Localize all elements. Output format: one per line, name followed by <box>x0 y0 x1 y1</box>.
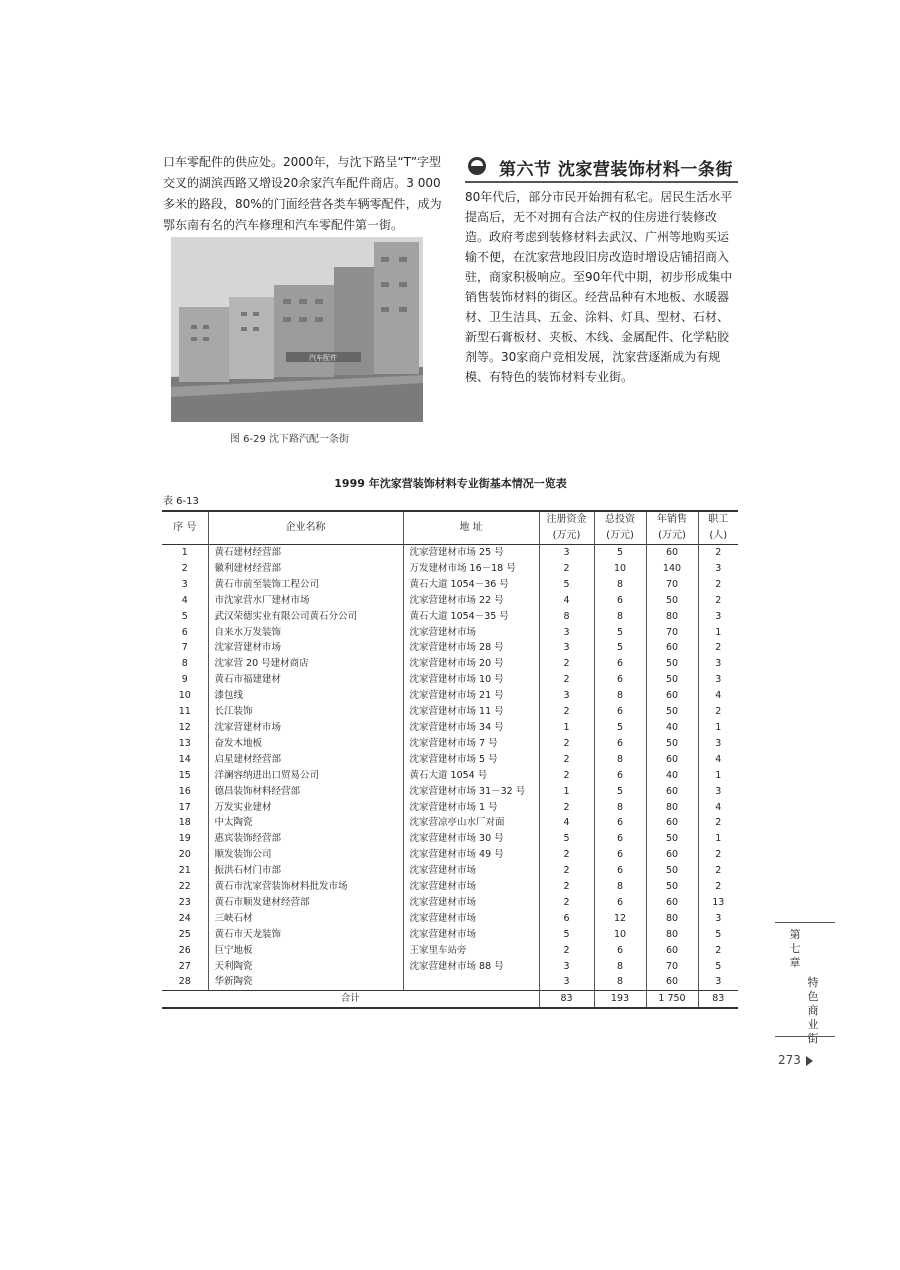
photo-sign: 汽车配件 <box>309 354 337 362</box>
cell-staff: 1 <box>698 768 738 784</box>
cell-seq: 5 <box>162 609 208 625</box>
cell-seq: 11 <box>162 704 208 720</box>
cell-sales: 80 <box>646 927 698 943</box>
cell-seq: 14 <box>162 752 208 768</box>
cell-seq: 24 <box>162 911 208 927</box>
cell-company-name: 惠宾装饰经营部 <box>208 831 403 847</box>
cell-address <box>403 974 539 990</box>
cell-sales: 50 <box>646 672 698 688</box>
cell-company-name: 黄石市天龙装饰 <box>208 927 403 943</box>
cell-staff: 3 <box>698 656 738 672</box>
cell-seq: 8 <box>162 656 208 672</box>
cell-seq: 25 <box>162 927 208 943</box>
cell-capital: 5 <box>539 831 594 847</box>
table-row <box>162 656 738 672</box>
cell-staff: 2 <box>698 815 738 831</box>
cell-seq: 1 <box>162 545 208 561</box>
cell-staff: 3 <box>698 561 738 577</box>
cell-address: 黄石大道 1054－36 号 <box>403 577 539 593</box>
cell-staff: 13 <box>698 895 738 911</box>
cell-sales: 50 <box>646 656 698 672</box>
cell-capital: 5 <box>539 577 594 593</box>
table-row <box>162 831 738 847</box>
cell-investment: 8 <box>594 688 646 704</box>
cell-sales: 60 <box>646 784 698 800</box>
cell-investment: 5 <box>594 625 646 641</box>
cell-seq: 15 <box>162 768 208 784</box>
cell-company-name: 三峡石材 <box>208 911 403 927</box>
table-row <box>162 736 738 752</box>
cell-address: 沈家营建材市场 11 号 <box>403 704 539 720</box>
cell-staff: 3 <box>698 911 738 927</box>
cell-capital: 4 <box>539 593 594 609</box>
cell-investment: 8 <box>594 959 646 975</box>
table-row <box>162 800 738 816</box>
cell-address: 黄石大道 1054 号 <box>403 768 539 784</box>
cell-investment: 6 <box>594 736 646 752</box>
cell-investment: 8 <box>594 879 646 895</box>
cell-capital: 1 <box>539 784 594 800</box>
table-row <box>162 625 738 641</box>
cell-capital: 3 <box>539 625 594 641</box>
cell-staff: 3 <box>698 736 738 752</box>
cell-sales: 60 <box>646 815 698 831</box>
cell-staff: 2 <box>698 943 738 959</box>
section-paragraph-text: 80年代后，部分市民开始拥有私宅。居民生活水平提高后，无不对拥有合法产权的住房进行装修改造。政府考虑到装修材料去武汉、广州等地购买运输不便，在沈家营地段旧房改造时增设店铺招商入驻，商家积极响应。至90年代中期，初步形成集中销售装饰材料的街区。经营品种有木地板、水暖器材、卫生洁具、五金、涂料、灯具、型材、石材、新型石膏板材、夹板、木线、金属配件、化学粘胶剂等。30家商户竞相发展，沈家营逐渐成为有规模、有特色的装饰材料专业街。 <box>465 190 733 384</box>
cell-sales: 140 <box>646 561 698 577</box>
cell-capital: 6 <box>539 911 594 927</box>
photo-caption: 图 6-29 沈下路汽配一条街 <box>230 434 350 445</box>
cell-address: 沈家营建材市场 25 号 <box>403 545 539 561</box>
cell-sales: 50 <box>646 831 698 847</box>
cell-capital: 3 <box>539 959 594 975</box>
header-name: 企业名称 <box>208 511 403 545</box>
cell-company-name: 顺发装饰公司 <box>208 847 403 863</box>
cell-investment: 5 <box>594 640 646 656</box>
table-row <box>162 895 738 911</box>
cell-seq: 22 <box>162 879 208 895</box>
cell-staff: 2 <box>698 704 738 720</box>
cell-address: 沈家营建材市场 <box>403 927 539 943</box>
table-row <box>162 943 738 959</box>
header-sales: 年销售 <box>646 511 698 528</box>
cell-staff: 3 <box>698 974 738 990</box>
cell-company-name: 洋澜容纳进出口贸易公司 <box>208 768 403 784</box>
cell-capital: 8 <box>539 609 594 625</box>
cell-company-name: 自来水万发装饰 <box>208 625 403 641</box>
header-staff-unit: (人) <box>698 528 738 545</box>
cell-company-name: 天利陶瓷 <box>208 959 403 975</box>
cell-company-name: 沈家营 20 号建材商店 <box>208 656 403 672</box>
cell-capital: 2 <box>539 561 594 577</box>
cell-address: 沈家营凉亭山水厂对面 <box>403 815 539 831</box>
cell-sales: 50 <box>646 879 698 895</box>
header-address: 地 址 <box>403 511 539 545</box>
cell-address: 沈家营建材市场 5 号 <box>403 752 539 768</box>
cell-address: 沈家营建材市场 1 号 <box>403 800 539 816</box>
cell-staff: 3 <box>698 609 738 625</box>
cell-investment: 5 <box>594 545 646 561</box>
cell-staff: 2 <box>698 640 738 656</box>
cell-staff: 3 <box>698 784 738 800</box>
cell-capital: 2 <box>539 863 594 879</box>
cell-address: 沈家营建材市场 21 号 <box>403 688 539 704</box>
cell-capital: 5 <box>539 927 594 943</box>
cell-capital: 2 <box>539 752 594 768</box>
total-row <box>162 991 738 1008</box>
cell-company-name: 长江装饰 <box>208 704 403 720</box>
cell-company-name: 黄石市顺发建材经营部 <box>208 895 403 911</box>
cell-seq: 17 <box>162 800 208 816</box>
cell-seq: 13 <box>162 736 208 752</box>
header-investment: 总投资 <box>594 511 646 528</box>
cell-address: 沈家营建材市场 28 号 <box>403 640 539 656</box>
cell-sales: 60 <box>646 847 698 863</box>
table-row <box>162 545 738 561</box>
cell-investment: 5 <box>594 720 646 736</box>
cell-seq: 7 <box>162 640 208 656</box>
cell-staff: 1 <box>698 831 738 847</box>
table-row <box>162 927 738 943</box>
cell-staff: 3 <box>698 672 738 688</box>
cell-investment: 6 <box>594 943 646 959</box>
section-paragraph <box>465 187 739 387</box>
cell-seq: 4 <box>162 593 208 609</box>
cell-sales: 60 <box>646 752 698 768</box>
total-label: 合计 <box>162 991 539 1008</box>
cell-company-name: 巨宁地板 <box>208 943 403 959</box>
cell-address: 沈家营建材市场 7 号 <box>403 736 539 752</box>
cell-capital: 4 <box>539 815 594 831</box>
cell-sales: 50 <box>646 863 698 879</box>
cell-staff: 1 <box>698 625 738 641</box>
cell-investment: 8 <box>594 609 646 625</box>
cell-staff: 2 <box>698 593 738 609</box>
cell-capital: 3 <box>539 688 594 704</box>
total-sales: 1 750 <box>646 991 698 1008</box>
cell-investment: 6 <box>594 863 646 879</box>
cell-sales: 60 <box>646 688 698 704</box>
data-table <box>162 510 738 1009</box>
cell-seq: 9 <box>162 672 208 688</box>
cell-capital: 3 <box>539 545 594 561</box>
cell-investment: 6 <box>594 593 646 609</box>
cell-company-name: 振洪石材门市部 <box>208 863 403 879</box>
cell-company-name: 黄石市沈家营装饰材料批发市场 <box>208 879 403 895</box>
cell-address: 沈家营建材市场 31－32 号 <box>403 784 539 800</box>
cell-investment: 8 <box>594 752 646 768</box>
cell-address: 沈家营建材市场 10 号 <box>403 672 539 688</box>
side-tab-chapter: 第七章 <box>789 928 801 969</box>
cell-capital: 2 <box>539 704 594 720</box>
cell-company-name: 沈家营建材市场 <box>208 720 403 736</box>
section-title: 第六节 沈家营装饰材料一条街 <box>499 160 733 180</box>
cell-sales: 50 <box>646 704 698 720</box>
total-capital: 83 <box>539 991 594 1008</box>
cell-sales: 60 <box>646 640 698 656</box>
side-tab-top-rule <box>775 922 835 923</box>
cell-address: 沈家营建材市场 22 号 <box>403 593 539 609</box>
cell-address: 沈家营建材市场 49 号 <box>403 847 539 863</box>
table-row <box>162 863 738 879</box>
cell-company-name: 奋发木地板 <box>208 736 403 752</box>
cell-sales: 70 <box>646 625 698 641</box>
table-row <box>162 561 738 577</box>
table-row <box>162 704 738 720</box>
cell-capital: 2 <box>539 736 594 752</box>
cell-seq: 10 <box>162 688 208 704</box>
table-row <box>162 720 738 736</box>
cell-sales: 70 <box>646 959 698 975</box>
page-arrow-icon <box>806 1056 813 1066</box>
total-investment: 193 <box>594 991 646 1008</box>
cell-capital: 2 <box>539 879 594 895</box>
cell-seq: 6 <box>162 625 208 641</box>
cell-investment: 8 <box>594 800 646 816</box>
cell-address: 沈家营建材市场 <box>403 895 539 911</box>
table-row <box>162 672 738 688</box>
cell-capital: 3 <box>539 974 594 990</box>
cell-address: 万发建材市场 16－18 号 <box>403 561 539 577</box>
cell-company-name: 漆包线 <box>208 688 403 704</box>
cell-company-name: 沈家营建材市场 <box>208 640 403 656</box>
cell-seq: 3 <box>162 577 208 593</box>
table-row <box>162 593 738 609</box>
section-badge-icon <box>467 156 487 176</box>
cell-investment: 6 <box>594 831 646 847</box>
cell-staff: 4 <box>698 800 738 816</box>
cell-staff: 4 <box>698 752 738 768</box>
table-row <box>162 847 738 863</box>
cell-sales: 60 <box>646 895 698 911</box>
intro-paragraph <box>163 152 445 236</box>
cell-staff: 2 <box>698 863 738 879</box>
cell-capital: 1 <box>539 720 594 736</box>
side-tab-bottom-rule <box>775 1036 835 1037</box>
header-staff: 职工 <box>698 511 738 528</box>
cell-investment: 6 <box>594 704 646 720</box>
cell-company-name: 德昌装饰材料经营部 <box>208 784 403 800</box>
cell-sales: 80 <box>646 911 698 927</box>
cell-address: 沈家营建材市场 <box>403 863 539 879</box>
cell-capital: 2 <box>539 800 594 816</box>
cell-seq: 23 <box>162 895 208 911</box>
table-row <box>162 815 738 831</box>
table-row <box>162 784 738 800</box>
cell-seq: 19 <box>162 831 208 847</box>
cell-sales: 60 <box>646 943 698 959</box>
cell-company-name: 黄石建材经营部 <box>208 545 403 561</box>
section-header <box>465 153 738 183</box>
table-row <box>162 879 738 895</box>
table-row <box>162 752 738 768</box>
cell-address: 沈家营建材市场 <box>403 879 539 895</box>
cell-address: 王家里车站旁 <box>403 943 539 959</box>
cell-sales: 70 <box>646 577 698 593</box>
cell-address: 黄石大道 1054－35 号 <box>403 609 539 625</box>
cell-staff: 2 <box>698 545 738 561</box>
cell-seq: 28 <box>162 974 208 990</box>
cell-seq: 12 <box>162 720 208 736</box>
cell-sales: 40 <box>646 720 698 736</box>
cell-investment: 10 <box>594 927 646 943</box>
cell-company-name: 华新陶瓷 <box>208 974 403 990</box>
cell-investment: 12 <box>594 911 646 927</box>
header-capital-unit: (万元) <box>539 528 594 545</box>
table-row <box>162 959 738 975</box>
cell-seq: 2 <box>162 561 208 577</box>
table-row <box>162 688 738 704</box>
cell-investment: 6 <box>594 815 646 831</box>
table-row <box>162 609 738 625</box>
cell-investment: 6 <box>594 672 646 688</box>
intro-paragraph-text: 口车零配件的供应处。2000年，与沈下路呈“T”字型交叉的湖滨西路又增设20余家汽车配件商店。3 000多米的路段，80%的门面经营各类车辆零配件，成为鄂东南有名的汽车修理和汽车零配件第一街。 <box>163 155 442 232</box>
cell-capital: 3 <box>539 640 594 656</box>
side-tab-topic: 特色商业街 <box>807 976 819 1045</box>
table-row <box>162 577 738 593</box>
cell-company-name: 黄石市前至装饰工程公司 <box>208 577 403 593</box>
cell-sales: 60 <box>646 545 698 561</box>
cell-sales: 50 <box>646 736 698 752</box>
cell-investment: 6 <box>594 847 646 863</box>
table-row <box>162 640 738 656</box>
table-number: 表 6-13 <box>163 496 199 507</box>
cell-investment: 5 <box>594 784 646 800</box>
cell-sales: 80 <box>646 609 698 625</box>
header-capital: 注册资金 <box>539 511 594 528</box>
cell-seq: 21 <box>162 863 208 879</box>
cell-investment: 6 <box>594 895 646 911</box>
cell-address: 沈家营建材市场 <box>403 911 539 927</box>
cell-investment: 6 <box>594 656 646 672</box>
cell-company-name: 徽利建材经营部 <box>208 561 403 577</box>
cell-company-name: 市沈家营水厂建材市场 <box>208 593 403 609</box>
header-investment-unit: (万元) <box>594 528 646 545</box>
cell-company-name: 启星建材经营部 <box>208 752 403 768</box>
table-row <box>162 911 738 927</box>
table-row <box>162 768 738 784</box>
cell-staff: 2 <box>698 879 738 895</box>
cell-seq: 26 <box>162 943 208 959</box>
cell-sales: 50 <box>646 593 698 609</box>
cell-staff: 4 <box>698 688 738 704</box>
cell-investment: 10 <box>594 561 646 577</box>
cell-address: 沈家营建材市场 30 号 <box>403 831 539 847</box>
cell-investment: 8 <box>594 974 646 990</box>
cell-seq: 20 <box>162 847 208 863</box>
cell-capital: 2 <box>539 943 594 959</box>
cell-sales: 60 <box>646 974 698 990</box>
cell-staff: 5 <box>698 927 738 943</box>
cell-capital: 2 <box>539 768 594 784</box>
cell-company-name: 万发实业建材 <box>208 800 403 816</box>
cell-address: 沈家营建材市场 88 号 <box>403 959 539 975</box>
cell-investment: 6 <box>594 768 646 784</box>
cell-capital: 2 <box>539 895 594 911</box>
cell-investment: 8 <box>594 577 646 593</box>
header-seq: 序 号 <box>162 511 208 545</box>
cell-staff: 2 <box>698 847 738 863</box>
cell-seq: 16 <box>162 784 208 800</box>
cell-company-name: 武汉荣德实业有限公司黄石分公司 <box>208 609 403 625</box>
page-number: 273 <box>778 1053 801 1067</box>
cell-staff: 5 <box>698 959 738 975</box>
cell-sales: 80 <box>646 800 698 816</box>
cell-address: 沈家营建材市场 34 号 <box>403 720 539 736</box>
table-row <box>162 974 738 990</box>
total-staff: 83 <box>698 991 738 1008</box>
cell-company-name: 中太陶瓷 <box>208 815 403 831</box>
cell-company-name: 黄石市福建建材 <box>208 672 403 688</box>
cell-address: 沈家营建材市场 20 号 <box>403 656 539 672</box>
street-photo <box>171 237 423 422</box>
cell-capital: 2 <box>539 672 594 688</box>
cell-seq: 27 <box>162 959 208 975</box>
cell-sales: 40 <box>646 768 698 784</box>
header-sales-unit: (万元) <box>646 528 698 545</box>
cell-address: 沈家营建材市场 <box>403 625 539 641</box>
cell-seq: 18 <box>162 815 208 831</box>
cell-staff: 1 <box>698 720 738 736</box>
cell-staff: 2 <box>698 577 738 593</box>
table-title: 1999 年沈家营装饰材料专业街基本情况一览表 <box>334 477 567 490</box>
cell-capital: 2 <box>539 847 594 863</box>
cell-capital: 2 <box>539 656 594 672</box>
